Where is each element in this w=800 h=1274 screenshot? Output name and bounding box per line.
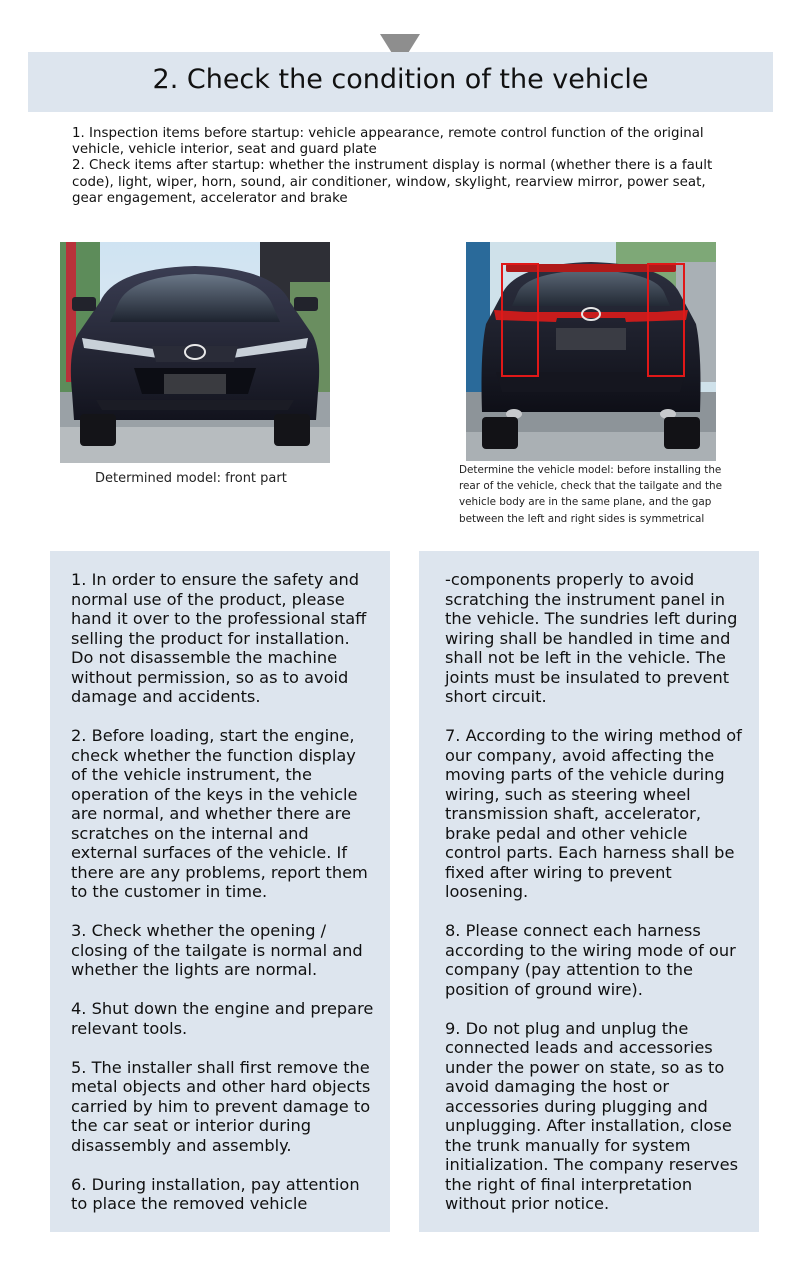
instructions-panel-left (50, 551, 390, 1232)
intro-text (72, 126, 732, 207)
instructions-panel-right (419, 551, 759, 1232)
instruction-paragraph: -components properly to avoid scratching the instrument panel in the vehicle. The sundries left during wiring shall be handled in time and shall not be left in the vehicle. The joints must be insulated to prevent short circuit. (445, 570, 738, 706)
page-title: 2. Check the condition of the vehicle (152, 64, 649, 95)
instruction-paragraph: 2. Before loading, start the engine, check whether the function display of the vehicle instrument, the operation of the keys in the vehicle are normal, and whether there are scratches on the internal and external surfaces of the vehicle. If there are any problems, report them to the customer in time. (71, 726, 368, 901)
instruction-paragraph: 7. According to the wiring method of our company, avoid affecting the moving parts of the vehicle during wiring, such as steering wheel transmission shaft, accelerator, brake pedal and other vehicle control parts. Each harness shall be fixed after wiring to prevent loosening. (445, 726, 742, 901)
title-bar (28, 52, 773, 112)
intro-line-1: 1. Inspection items before startup: vehicle appearance, remote control function of the original vehicle, vehicle interior, seat and guard plate (72, 126, 704, 158)
instruction-paragraph: 6. During installation, pay attention to place the removed vehicle (71, 1174, 360, 1213)
rear-vehicle-photo (466, 242, 716, 461)
front-vehicle-photo (60, 242, 330, 463)
instruction-paragraph: 1. In order to ensure the safety and normal use of the product, please hand it over to the professional staff selling the product for installation. Do not disassemble the machine without permission, so as to avoid damage and accidents. (71, 570, 367, 706)
instruction-paragraph: 4. Shut down the engine and prepare relevant tools. (71, 999, 374, 1038)
instruction-paragraph: 9. Do not plug and unplug the connected leads and accessories under the power on state, so as to avoid damaging the host or accessories during plugging and unplugging. After installation, close the trunk manually for system initialization. The company reserves the right of final interpretation without prior notice. (445, 1018, 739, 1213)
instruction-paragraph: 3. Check whether the opening / closing of the tailgate is normal and whether the lights are normal. (71, 921, 363, 979)
rear-photo-caption: Determine the vehicle model: before installing the rear of the vehicle, check that the tailgate and the vehicle body are in the same plane, and the gap between the left and right sides is symmetrical (459, 464, 722, 525)
instruction-paragraph: 5. The installer shall first remove the metal objects and other hard objects carried by him to prevent damage to the car seat or interior during disassembly and assembly. (71, 1057, 371, 1155)
instruction-paragraph: 8. Please connect each harness according to the wiring mode of our company (pay attention to the position of ground wire). (445, 921, 736, 999)
front-photo-caption: Determined model: front part (95, 471, 287, 486)
intro-line-2: 2. Check items after startup: whether the instrument display is normal (whether there is a fault code), light, wiper, horn, sound, air conditioner, window, skylight, rearview mirror, power seat, gear engagement, accelerator and brake (72, 158, 713, 206)
